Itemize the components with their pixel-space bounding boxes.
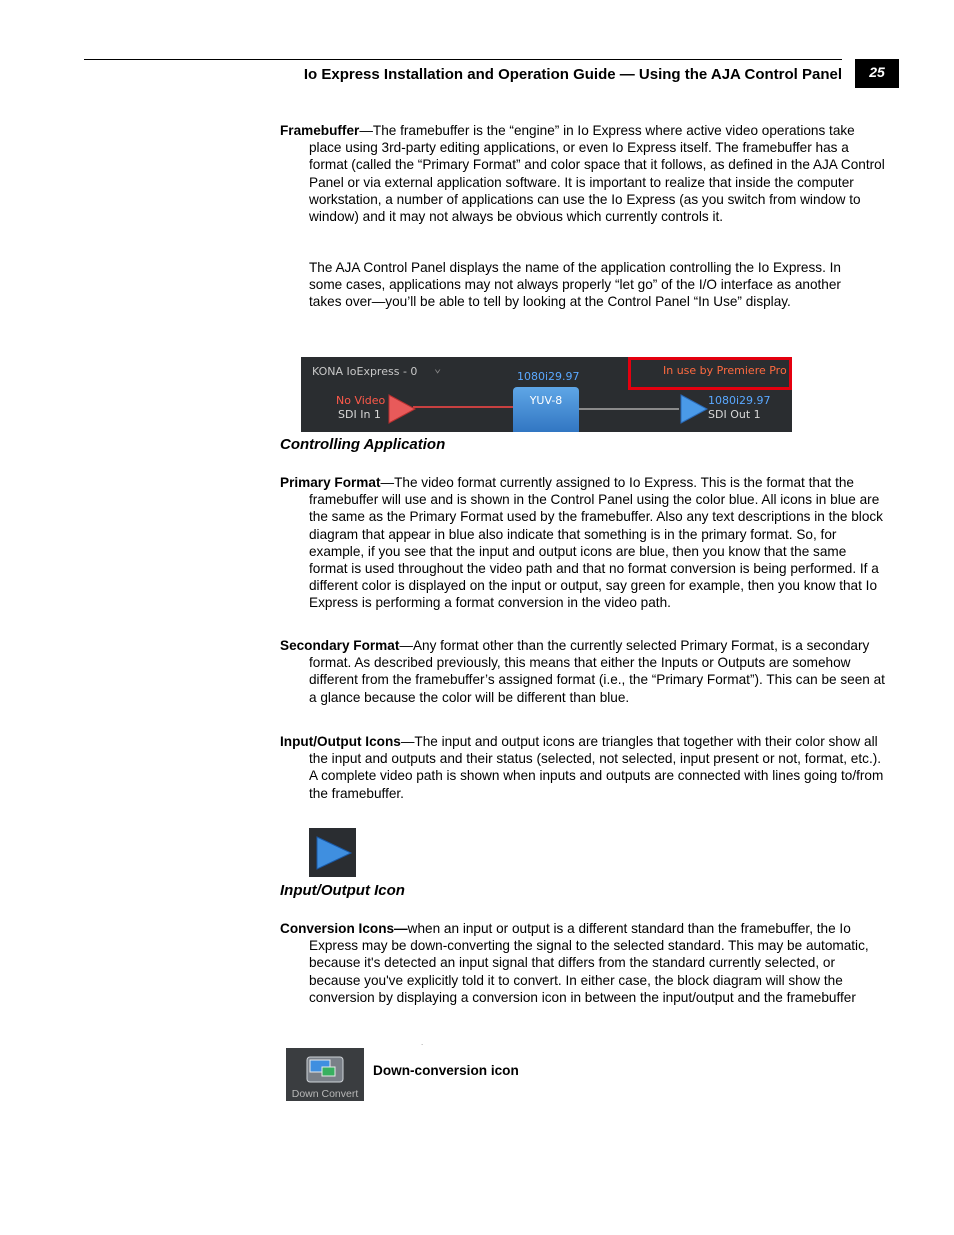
framebuffer-paragraph-2: The AJA Control Panel displays the name of the application controlling the Io Express. In some cases, applications may not always properly “let go” of the I/O interface as another takes over—you’ll be able to tell by looking at the Control Panel “In Use” display. (309, 260, 841, 310)
figure-caption-io-icon: Input/Output Icon (280, 882, 405, 899)
input-triangle-icon (387, 394, 417, 424)
framebuffer-block (513, 387, 579, 432)
header-rule (84, 59, 842, 60)
input-name: SDI In 1 (338, 408, 381, 421)
down-convert-label: Down Convert (291, 1088, 359, 1100)
conversion-icons-paragraph (280, 920, 885, 1006)
output-connection-line (579, 408, 679, 410)
output-format: 1080i29.97 (708, 394, 771, 407)
page-number: 25 (855, 59, 899, 88)
io-triangle-icon (309, 828, 356, 877)
primary-format-paragraph (280, 474, 885, 612)
figure-caption-down-conversion: Down-conversion icon (373, 1063, 519, 1078)
conversion-icons-text: when an input or output is a different standard than the framebuffer, the Io Express may be down-converting the signal to the selected standard. This may be automatic, because it's detected an input signal that differs from the standard currently selected, or because you've explicitly told it to convert. In either case, the block diagram will show the conversion by displaying a conversion icon in between the input/output and the framebuffer (309, 921, 869, 1005)
in-use-display: In use by Premiere Pro (663, 364, 787, 377)
figure-caption-controlling-app: Controlling Application (280, 436, 446, 453)
secondary-format-paragraph (280, 637, 885, 706)
secondary-format-text: —Any format other than the currently selected Primary Format, is a secondary format. As described previously, this means that either the Inputs or Outputs are somehow different from the framebuffer’s assigned format (i.e., the “Primary Format”). This can be seen at a glance because the color will be different than blue. (309, 638, 885, 705)
stray-dot: . (421, 1038, 424, 1047)
device-name: KONA IoExpress - 0 (312, 365, 418, 378)
output-name: SDI Out 1 (708, 408, 761, 421)
io-icons-text: —The input and output icons are triangles that together with their color show all the input and outputs and their status (selected, not selected, input present or not, format, etc.). A complete video path is shown when inputs and outputs are connected with lines going to/from the framebuffer. (309, 734, 884, 801)
framebuffer-format: 1080i29.97 (517, 370, 580, 383)
framebuffer-label: YUV-8 (529, 394, 563, 407)
down-convert-icon (286, 1048, 364, 1101)
framebuffer-term: Framebuffer (280, 123, 360, 138)
framebuffer-paragraph (280, 122, 885, 225)
io-icons-term: Input/Output Icons (280, 734, 401, 749)
input-connection-line (413, 406, 513, 408)
secondary-format-term: Secondary Format (280, 638, 400, 653)
input-status: No Video (336, 394, 386, 407)
running-header: Io Express Installation and Operation Guide — Using the AJA Control Panel (303, 66, 842, 83)
chevron-down-icon: ⌄ (434, 361, 442, 375)
output-triangle-icon (679, 394, 709, 424)
framebuffer-text: —The framebuffer is the “engine” in Io Express where active video operations take place using 3rd-party editing applications, or even Io Express itself. The framebuffer has a format (called the “Primary Format” and color space that it follows, as defined in the AJA Control Panel or via external application software. It is important to realize that inside the computer workstation, a number of applications can use the Io Express (as you switch from window to window) and it may not always be obvious which currently controls it. (309, 123, 885, 225)
conversion-icons-term: Conversion Icons— (280, 921, 408, 936)
primary-format-term: Primary Format (280, 475, 381, 490)
primary-format-text: —The video format currently assigned to Io Express. This is the format that the framebuffer will use and is shown in the Control Panel using the color blue. All icons in blue are the same as the Primary Format used by the framebuffer. Also any text descriptions in the block diagram that appear in blue also indicate that something is in the primary format. So, for example, if you see that the input and output icons are blue, then you know that the same format is used throughout the video path and that no format conversion is being performed. If a different color is displayed on the input or output, say green for example, then you know that Io Express is performing a format conversion in the video path. (309, 475, 883, 611)
io-icons-paragraph (280, 733, 885, 802)
